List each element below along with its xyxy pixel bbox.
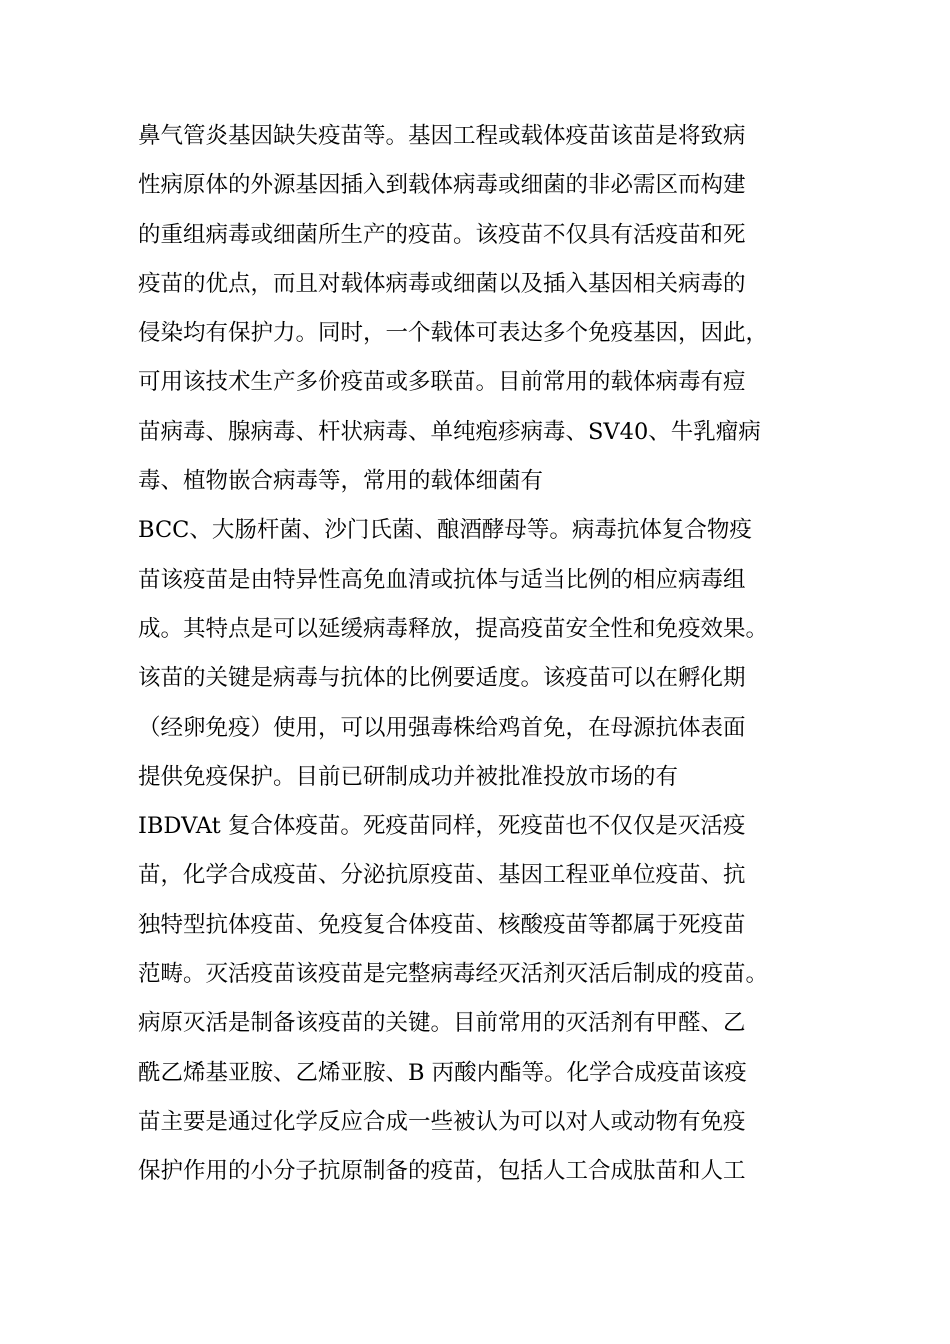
text-line: 的重组病毒或细菌所生产的疫苗。该疫苗不仅具有活疫苗和死 (138, 221, 746, 248)
text-line: 侵染均有保护力。同时，一个载体可表达多个免疫基因，因此， (138, 320, 769, 347)
text-line: 保护作用的小分子抗原制备的疫苗，包括人工合成肽苗和人工 (138, 1158, 746, 1185)
text-line: 苗主要是通过化学反应合成一些被认为可以对人或动物有免疫 (138, 1108, 746, 1135)
text-line: BCC、大肠杆菌、沙门氏菌、酿酒酵母等。病毒抗体复合物疫 (138, 517, 752, 544)
text-line: 苗，化学合成疫苗、分泌抗原疫苗、基因工程亚单位疫苗、抗 (138, 862, 746, 889)
text-line: 酰乙烯基亚胺、乙烯亚胺、B 丙酸内酯等。化学合成疫苗该疫 (138, 1059, 747, 1086)
text-line: 毒、植物嵌合病毒等，常用的载体细菌有 (138, 468, 544, 495)
text-line: 提供免疫保护。目前已研制成功并被批准投放市场的有 (138, 763, 679, 790)
text-line: 病原灭活是制备该疫苗的关键。目前常用的灭活剂有甲醛、乙 (138, 1010, 746, 1037)
text-line: 鼻气管炎基因缺失疫苗等。基因工程或载体疫苗该苗是将致病 (138, 123, 746, 149)
text-line: 苗病毒、腺病毒、杆状病毒、单纯疱疹病毒、SV40、牛乳瘤病 (138, 418, 761, 445)
text-line: 疫苗的优点，而且对载体病毒或细菌以及插入基因相关病毒的 (138, 270, 746, 297)
text-line: 性病原体的外源基因插入到载体病毒或细菌的非必需区而构建 (138, 172, 746, 199)
text-line: IBDVAt 复合体疫苗。死疫苗同样，死疫苗也不仅仅是灭活疫 (138, 813, 746, 840)
text-line: 独特型抗体疫苗、免疫复合体疫苗、核酸疫苗等都属于死疫苗 (138, 911, 746, 938)
text-line: （经卵免疫）使用，可以用强毒株给鸡首免，在母源抗体表面 (138, 714, 746, 741)
text-line: 苗该疫苗是由特异性高免血清或抗体与适当比例的相应病毒组 (138, 566, 746, 593)
text-line: 范畴。灭活疫苗该疫苗是完整病毒经灭活剂灭活后制成的疫苗。 (138, 961, 769, 988)
text-line: 该苗的关键是病毒与抗体的比例要适度。该疫苗可以在孵化期 (138, 665, 746, 692)
text-line: 成。其特点是可以延缓病毒释放，提高疫苗安全性和免疫效果。 (138, 615, 769, 642)
body-text (138, 112, 838, 1197)
text-line: 可用该技术生产多价疫苗或多联苗。目前常用的载体病毒有痘 (138, 369, 746, 396)
